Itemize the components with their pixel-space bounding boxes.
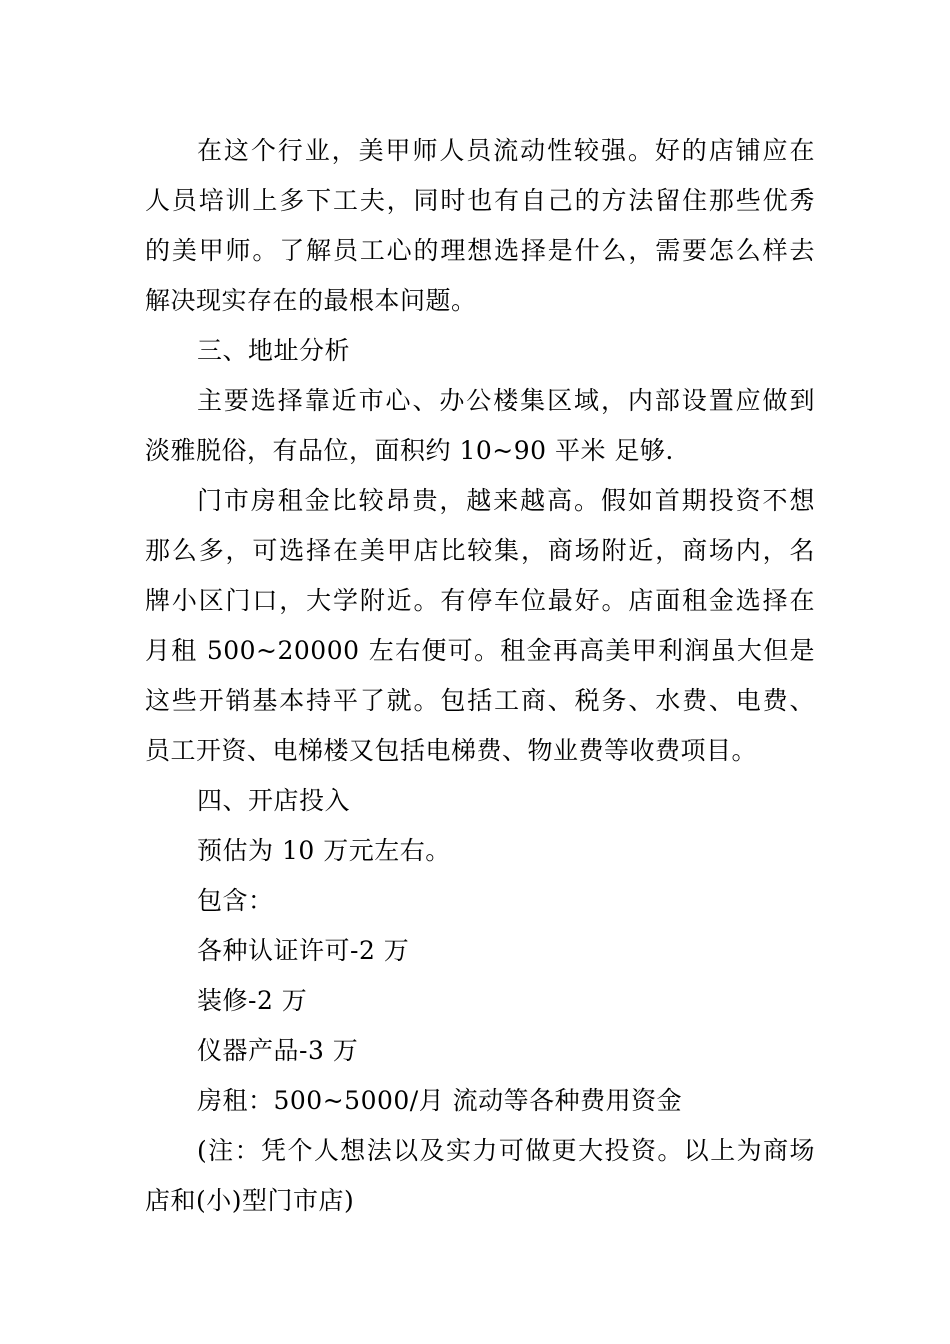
section-heading-address: 三、地址分析 xyxy=(197,336,351,365)
paragraph-1-line-1: 在这个行业，美甲师人员流动性较强。好的店铺应在 xyxy=(197,136,815,165)
paragraph-3-line-3: 牌小区门口，大学附近。有停车位最好。店面租金选择在 xyxy=(145,586,815,615)
paragraph-3-line-5: 这些开销基本持平了就。包括工商、税务、水费、电费、 xyxy=(145,686,815,715)
list-item-certification: 各种认证许可-2 万 xyxy=(197,936,410,965)
paragraph-3-line-1: 门市房租金比较昂贵，越来越高。假如首期投资不想 xyxy=(197,486,815,515)
note-line-2: 店和(小)型门市店) xyxy=(145,1186,355,1215)
paragraph-1-line-3: 的美甲师。了解员工心的理想选择是什么，需要怎么样去 xyxy=(145,236,815,265)
paragraph-3-line-6: 员工开资、电梯楼又包括电梯费、物业费等收费项目。 xyxy=(145,736,758,765)
list-item-rent: 房租：500~5000/月 流动等各种费用资金 xyxy=(197,1086,683,1115)
section-heading-investment: 四、开店投入 xyxy=(197,786,351,815)
list-item-equipment: 仪器产品-3 万 xyxy=(197,1036,359,1065)
paragraph-1-line-2: 人员培训上多下工夫，同时也有自己的方法留住那些优秀 xyxy=(145,186,815,215)
estimate-line: 预估为 10 万元左右。 xyxy=(197,836,451,865)
paragraph-2-line-2: 淡雅脱俗，有品位，面积约 10~90 平米 足够. xyxy=(145,436,674,465)
paragraph-2-line-1: 主要选择靠近市心、办公楼集区域，内部设置应做到 xyxy=(197,386,815,415)
paragraph-3-line-4: 月租 500~20000 左右便可。租金再高美甲利润虽大但是 xyxy=(145,636,815,665)
paragraph-1-line-4: 解决现实存在的最根本问题。 xyxy=(145,286,477,315)
includes-label: 包含： xyxy=(197,886,274,915)
paragraph-3-line-2: 那么多，可选择在美甲店比较集，商场附近，商场内，名 xyxy=(145,536,815,565)
list-item-decoration: 装修-2 万 xyxy=(197,986,308,1015)
note-line-1: (注：凭个人想法以及实力可做更大投资。以上为商场 xyxy=(197,1136,815,1165)
